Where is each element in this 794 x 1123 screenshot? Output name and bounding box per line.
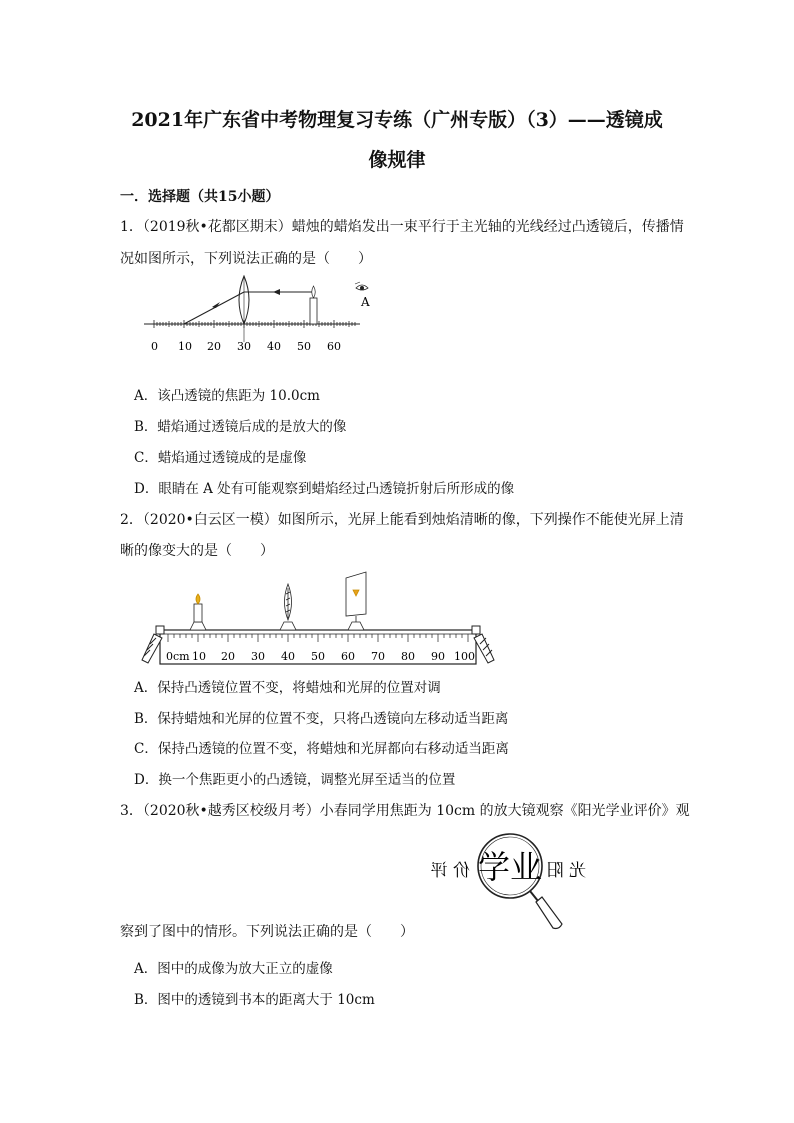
svg-text:30: 30	[251, 650, 265, 663]
q2-stem-line1: 2．（2020•白云区一模）如图所示，光屏上能看到烛焰清晰的像，下列操作不能使光屏上清	[120, 512, 684, 528]
svg-text:40: 40	[281, 650, 295, 663]
q3-magnifier-figure	[430, 830, 588, 936]
q3-option-a: A．图中的成像为放大正立的虚像	[134, 961, 333, 977]
svg-text:30: 30	[237, 340, 251, 353]
q1-option-a: A．该凸透镜的焦距为 10.0cm	[134, 388, 320, 404]
q3-right-text: 光 阳	[546, 861, 586, 881]
svg-text:60: 60	[327, 340, 341, 353]
q2-option-b: B．保持蜡烛和光屏的位置不变，只将凸透镜向左移动适当距离	[134, 711, 509, 727]
q1-eye-icon	[355, 282, 368, 290]
q2-option-d: D．换一个焦距更小的凸透镜，调整光屏至适当的位置	[134, 772, 456, 788]
page-title-line2: 像规律	[368, 149, 426, 171]
svg-text:60: 60	[341, 650, 355, 663]
q3-option-b: B．图中的透镜到书本的距离大于 10cm	[134, 992, 375, 1008]
q3-magnifier-handle	[536, 897, 562, 929]
page-title-line1: 2021年广东省中考物理复习专练（广州专版）（3）——透镜成	[131, 109, 663, 131]
q2-stem-line2: 晰的像变大的是（ ）	[120, 543, 274, 559]
svg-text:10: 10	[192, 650, 206, 663]
q2-light-screen	[346, 572, 366, 630]
svg-text:100: 100	[454, 650, 475, 663]
svg-text:80: 80	[401, 650, 415, 663]
svg-text:20: 20	[207, 340, 221, 353]
q1-option-d: D．眼睛在 A 处有可能观察到蜡焰经过凸透镜折射后所形成的像	[134, 481, 515, 497]
q3-magnified-text: 学业	[477, 848, 543, 886]
section-heading: 一．选择题（共15小题）	[120, 189, 280, 205]
q1-stem-line2: 况如图所示，下列说法正确的是（ ）	[120, 251, 372, 267]
q1-tick-labels	[151, 340, 341, 353]
q2-candle	[190, 594, 206, 630]
q2-optical-bench-figure	[138, 568, 498, 666]
q3-stem-line2: 察到了图中的情形。下列说法正确的是（ ）	[120, 924, 414, 940]
svg-text:10: 10	[178, 340, 192, 353]
q1-option-c: C．蜡焰通过透镜成的是虚像	[134, 450, 307, 466]
svg-text:90: 90	[431, 650, 445, 663]
svg-text:70: 70	[371, 650, 385, 663]
svg-text:50: 50	[297, 340, 311, 353]
q2-convex-lens	[280, 584, 296, 630]
svg-text:0: 0	[151, 340, 158, 353]
q1-stem-line1: 1．（2019秋•花都区期末）蜡烛的蜡焰发出一束平行于主光轴的光线经过凸透镜后，传播情	[120, 219, 684, 235]
q3-left-text: 价 评	[430, 861, 470, 881]
svg-text:20: 20	[221, 650, 235, 663]
svg-text:50: 50	[311, 650, 325, 663]
svg-text:40: 40	[267, 340, 281, 353]
q1-eye-label: A	[361, 295, 370, 309]
svg-text:0cm: 0cm	[166, 650, 190, 663]
q2-option-c: C．保持凸透镜的位置不变，将蜡烛和光屏都向右移动适当距离	[134, 741, 509, 757]
q1-refracted-ray	[184, 292, 244, 324]
q1-lens-ruler-figure	[140, 272, 380, 356]
q1-candle	[310, 298, 317, 324]
q3-stem-line1: 3．（2020秋•越秀区校级月考）小春同学用焦距为 10cm 的放大镜观察《阳光学业评价》观	[120, 803, 690, 819]
q2-option-a: A．保持凸透镜位置不变，将蜡烛和光屏的位置对调	[134, 680, 441, 696]
q1-option-b: B．蜡焰通过透镜后成的是放大的像	[134, 419, 347, 435]
